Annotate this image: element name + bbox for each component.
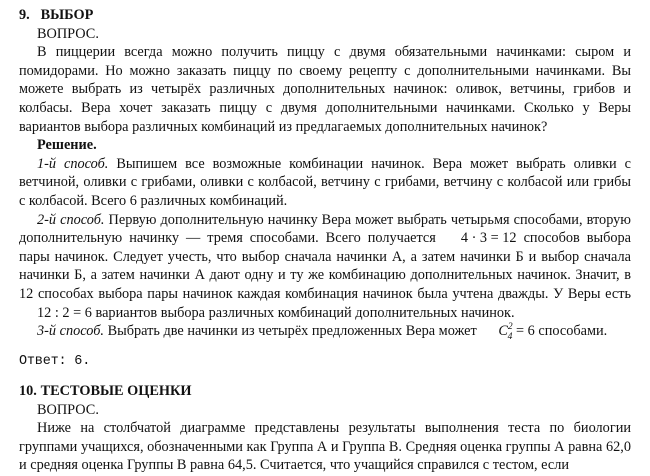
method-1-label: 1-й способ. [37, 155, 109, 172]
method-2-text-a: Первую дополнительную начинку Вера может выбрать четырьмя способами, вторую дополнительную начинку — тремя способами. Всего получается [19, 211, 631, 247]
problem-9-heading [19, 6, 631, 25]
method-3-label: 3-й способ. [37, 323, 104, 340]
problem-10-heading [19, 382, 631, 401]
method-1-paragraph [19, 155, 631, 211]
problem-9-title: ВЫБОР [40, 7, 94, 23]
combination-symbol [498, 322, 513, 342]
problem-9-question-label: ВОПРОС. [37, 25, 99, 42]
method-2-formula-a: 4 · 3 = 12 [460, 230, 517, 247]
combination-letter: C [498, 323, 508, 340]
problem-10-number: 10. [19, 383, 37, 399]
solution-label: Решение. [37, 137, 97, 154]
combination-formula [480, 322, 534, 341]
method-2-label: 2-й способ. [37, 211, 105, 228]
method-2-paragraph [19, 211, 631, 323]
method-3-paragraph [19, 322, 631, 341]
method-2-formula-b: 12 : 2 = 6 [37, 304, 92, 321]
problem-10-question-text: Ниже на столбчатой диаграмме представлены результаты выполнения теста по биологии группами учащихся, обозначенными как Группа А и Группа В. Средняя оценка группы А равна 62,0 и средняя оценка Группы В равна 64,5. Считается, что учащийся справился с тестом, если [19, 420, 631, 474]
combination-result: = 6 [512, 323, 535, 340]
problem-9-number: 9. [19, 7, 30, 23]
method-1-text: Выпишем все возможные комбинации начинок. Вера может выбрать оливки с ветчиной, оливки с грибами, оливки с колбасой, ветчину с грибами, ветчину с колбасой или грибы с колбасой. Всего 6 различных комбинаций. [19, 155, 631, 209]
problem-9-question-text: В пиццерии всегда можно получить пиццу с двумя обязательными начинками: сыром и помидорами. Но можно заказать пиццу по своему рецепту с дополнительными начинками. Вы можете выбрать из четырёх различных дополнительных начинок: оливок, ветчины, грибов и колбасы. Вера хочет заказать пиццу с двумя дополнительными начинками. Сколько у Веры вариантов выбора различных комбинаций из предлагаемых дополнительных начинок? [19, 44, 631, 135]
problem-10-title: ТЕСТОВЫЕ ОЦЕНКИ [40, 383, 192, 399]
method-3-text-a: Выбрать две начинки из четырёх предложенных Вера может [104, 323, 481, 340]
combination-subscript: 4 [507, 331, 513, 342]
combination-superscript: 2 [507, 322, 513, 333]
problem-9 [19, 6, 631, 371]
method-2-text-b: способов выбора пары начинок. Следует учесть, что выбор сначала начинки А, а затем начинки Б и выбор сначала начинки Б, а затем начинки А дают одну и ту же комбинацию дополнительных начинок. Значит, в 12 способах выбора пары начинок каждая комбинация начинок была учтена дважды. У Веры есть [19, 230, 632, 302]
problem-10 [19, 382, 631, 475]
method-3-text-b: способами. [534, 323, 608, 340]
answer-line: Ответ: 6. [19, 353, 91, 369]
method-2-text-c: вариантов выбора различных комбинаций дополнительных начинок. [91, 304, 515, 321]
problem-10-question-label: ВОПРОС. [37, 401, 99, 418]
